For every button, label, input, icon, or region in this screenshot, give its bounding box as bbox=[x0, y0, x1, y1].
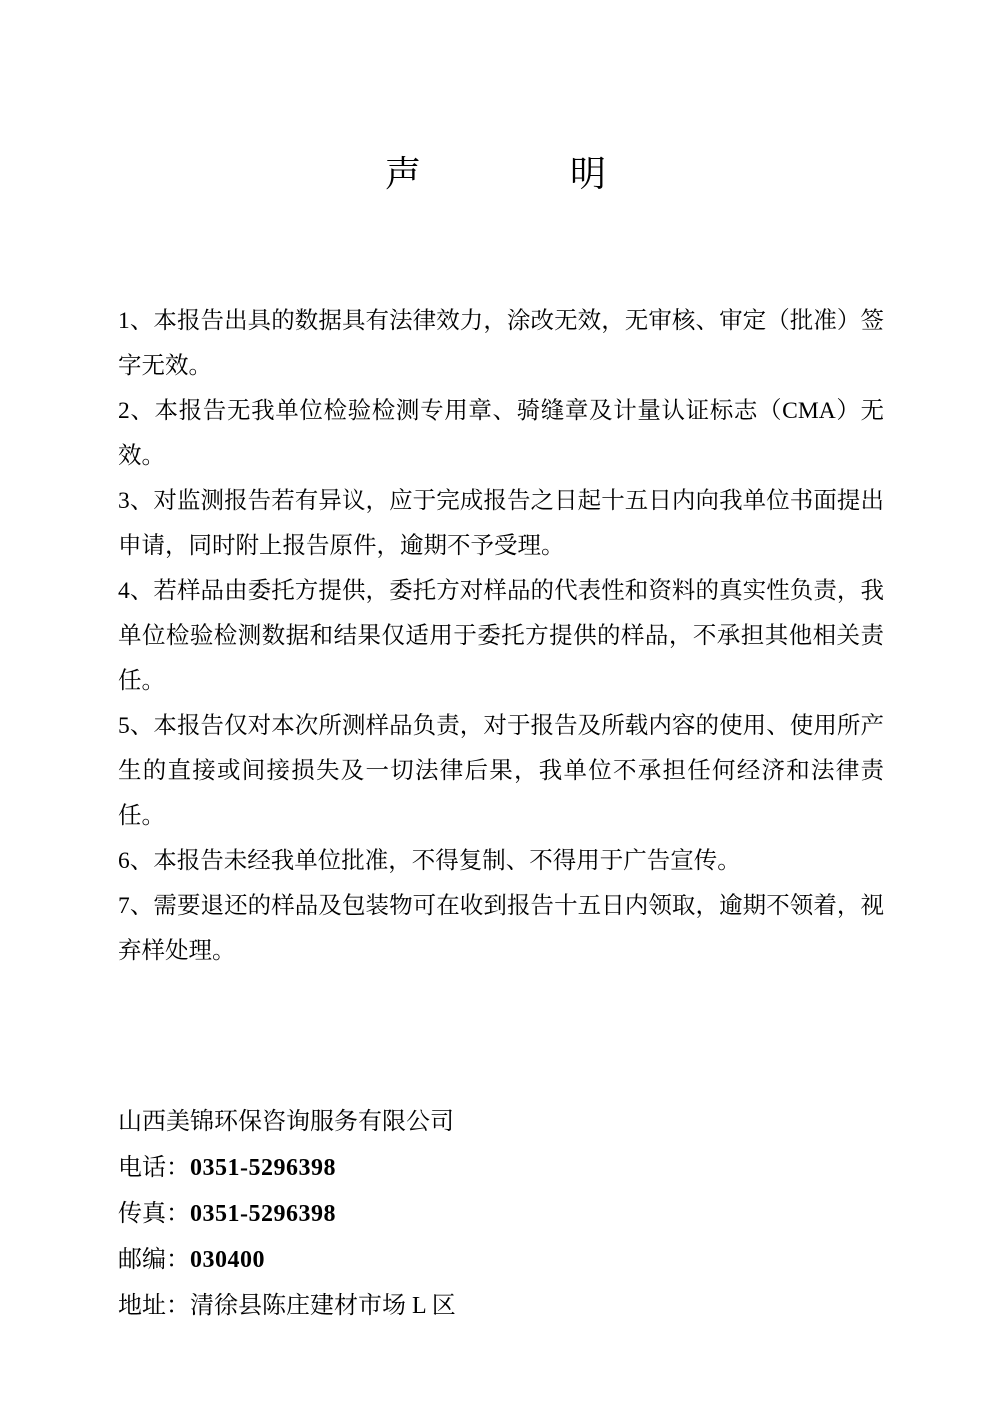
address-row bbox=[118, 1283, 992, 1329]
page-title: 声 明 bbox=[384, 154, 607, 194]
statement-item-7: 7、需要退还的样品及包装物可在收到报告十五日内领取，逾期不领着，视弃样处理。 bbox=[118, 893, 884, 964]
phone-row bbox=[118, 1145, 992, 1191]
company-name: 山西美锦环保咨询服务有限公司 bbox=[118, 1109, 454, 1135]
address-value: 清徐县陈庄建材市场 L 区 bbox=[190, 1293, 456, 1319]
phone-label: 电话： bbox=[118, 1155, 190, 1181]
statement-item-1: 1、本报告出具的数据具有法律效力，涂改无效，无审核、审定（批准）签字无效。 bbox=[118, 308, 884, 379]
statement-item-4: 4、若样品由委托方提供，委托方对样品的代表性和资料的真实性负责，我单位检验检测数据和结果仅适用于委托方提供的样品，不承担其他相关责任。 bbox=[118, 578, 884, 694]
fax-row bbox=[118, 1191, 992, 1237]
statement-item-6: 6、本报告未经我单位批准，不得复制、不得用于广告宣传。 bbox=[118, 848, 741, 874]
address-label: 地址： bbox=[118, 1293, 190, 1319]
statement-item-3: 3、对监测报告若有异议，应于完成报告之日起十五日内向我单位书面提出申请，同时附上报告原件，逾期不予受理。 bbox=[118, 488, 884, 559]
statement-item-5: 5、本报告仅对本次所测样品负责，对于报告及所载内容的使用、使用所产生的直接或间接损失及一切法律后果，我单位不承担任何经济和法律责任。 bbox=[118, 713, 884, 829]
postcode-value: 030400 bbox=[190, 1247, 265, 1273]
statement-item-2: 2、本报告无我单位检验检测专用章、骑缝章及计量认证标志（CMA）无效。 bbox=[118, 398, 884, 469]
phone-value: 0351-5296398 bbox=[190, 1155, 336, 1181]
statement-body bbox=[118, 299, 884, 974]
fax-label: 传真： bbox=[118, 1201, 190, 1227]
contact-block bbox=[118, 1099, 992, 1329]
fax-value: 0351-5296398 bbox=[190, 1201, 336, 1227]
postcode-label: 邮编： bbox=[118, 1247, 190, 1273]
postcode-row bbox=[118, 1237, 992, 1283]
